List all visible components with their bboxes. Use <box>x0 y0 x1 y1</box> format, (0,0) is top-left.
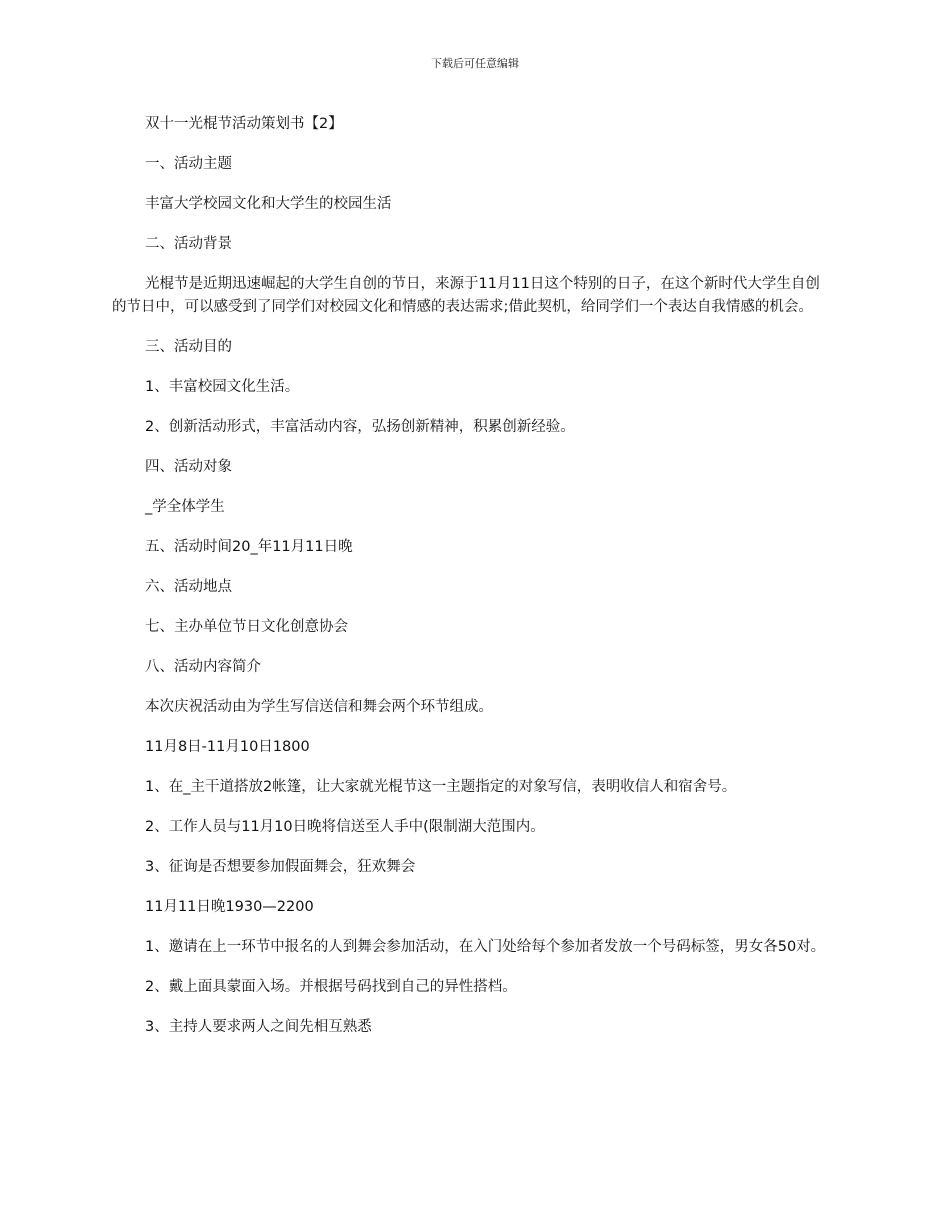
schedule-date: 11月11日晚1930—2200 <box>145 899 314 915</box>
list-item: 1、邀请在上一环节中报名的人到舞会参加活动，在入门处给每个参加者发放一个号码标签，男女各50对。 <box>145 939 826 955</box>
section-heading-audience: 四、活动对象 <box>145 459 232 475</box>
section-heading-content: 八、活动内容简介 <box>145 659 261 675</box>
page-header-note: 下载后可任意编辑 <box>431 57 519 70</box>
document-title: 双十一光棍节活动策划书【2】 <box>145 116 343 132</box>
section-heading-background: 二、活动背景 <box>145 236 232 252</box>
list-item: 1、在_主干道搭放2帐篷，让大家就光棍节这一主题指定的对象写信，表明收信人和宿舍号。 <box>145 779 737 795</box>
list-item: 3、征询是否想要参加假面舞会，狂欢舞会 <box>145 859 416 875</box>
paragraph: _学全体学生 <box>145 499 225 515</box>
list-item: 2、工作人员与11月10日晚将信送至人手中(限制湖大范围内。 <box>145 819 545 835</box>
paragraph: 丰富大学校园文化和大学生的校园生活 <box>145 196 392 212</box>
section-heading-theme: 一、活动主题 <box>145 156 232 172</box>
schedule-date: 11月8日-11月10日1800 <box>145 739 310 755</box>
list-item: 2、戴上面具蒙面入场。并根据号码找到自己的异性搭档。 <box>145 979 517 995</box>
list-item: 3、主持人要求两人之间先相互熟悉 <box>145 1019 372 1035</box>
section-heading-purpose: 三、活动目的 <box>145 339 232 355</box>
section-heading-location: 六、活动地点 <box>145 579 232 595</box>
document-body <box>112 113 828 1056</box>
list-item: 2、创新活动形式，丰富活动内容，弘扬创新精神，积累创新经验。 <box>145 419 575 435</box>
paragraph: 本次庆祝活动由为学生写信送信和舞会两个环节组成。 <box>145 699 493 715</box>
paragraph: 光棍节是近期迅速崛起的大学生自创的节日，来源于11月11日这个特别的日子，在这个新时代大学生自创的节日中，可以感受到了同学们对校园文化和情感的表达需求;借此契机，给同学们一个表达自我情感的机会。 <box>112 276 820 315</box>
list-item: 1、丰富校园文化生活。 <box>145 379 300 395</box>
section-heading-organizer: 七、主办单位节日文化创意协会 <box>145 619 348 635</box>
section-heading-time: 五、活动时间20_年11月11日晚 <box>145 539 353 555</box>
